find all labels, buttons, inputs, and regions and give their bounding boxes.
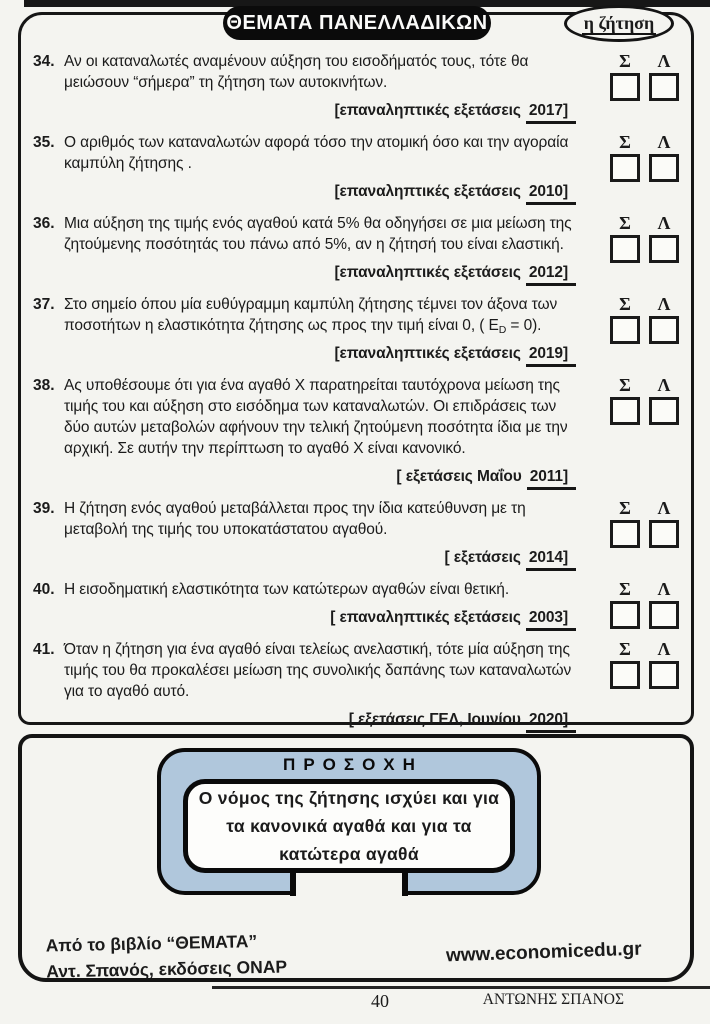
- question-text: Στο σημείο όπου μία ευθύγραμμη καμπύλη ζήτησης τέμνει τον άξονα των ποσοτήτων η ελαστικότητα ζήτησης ως προς την τιμή είναι 0, ( E: [64, 296, 558, 334]
- topic-badge-label: η ζήτηση: [583, 12, 655, 33]
- sigma-checkbox[interactable]: [610, 661, 640, 689]
- question-row: [33, 213, 681, 286]
- answer-false-column: [649, 498, 679, 548]
- answer-true-column: [610, 51, 640, 101]
- book-credit-line1: Από το βιβλίο “ΘΕΜΑΤΑ”: [45, 931, 258, 956]
- question-content: [33, 51, 579, 124]
- answer-group: [610, 639, 681, 733]
- book-credit: [45, 927, 287, 984]
- answer-group: [610, 375, 681, 490]
- lambda-label: Λ: [657, 375, 671, 395]
- answer-group: [610, 132, 681, 205]
- question-number: 37.: [33, 296, 55, 313]
- lambda-label: Λ: [657, 213, 671, 233]
- question-number: 35.: [33, 134, 55, 151]
- citation-year: 2019: [528, 345, 563, 362]
- question-number: 40.: [33, 581, 55, 598]
- citation-year-underlined: [526, 549, 576, 571]
- citation-year: 2017: [528, 102, 563, 119]
- lambda-checkbox[interactable]: [649, 397, 679, 425]
- answer-false-column: [649, 579, 679, 629]
- citation-bracket: ]: [562, 711, 568, 728]
- question-number: 38.: [33, 377, 55, 394]
- exam-citation: [64, 709, 576, 733]
- attention-box: [157, 748, 541, 895]
- question-text: Μια αύξηση της τιμής ενός αγαθού κατά 5% θα οδηγήσει σε μια μείωση της ζητούμενης ποσότητάς του πάνω από 5%, αν η ζήτησή του είναι ελαστική.: [64, 215, 572, 253]
- citation-year-underlined: [526, 609, 576, 631]
- lambda-label: Λ: [657, 51, 671, 71]
- exam-citation: [64, 100, 576, 124]
- lambda-label: Λ: [657, 579, 671, 599]
- question-text: Αν οι καταναλωτές αναμένουν αύξηση του εισοδήματός τους, τότε θα μειώσουν “σήμερα” τη ζήτηση των αυτοκινήτων.: [64, 53, 529, 91]
- citation-bracket: ]: [562, 345, 568, 362]
- question-body: [64, 51, 576, 124]
- answer-false-column: [649, 294, 679, 344]
- lambda-checkbox[interactable]: [649, 661, 679, 689]
- footer-panel: [18, 734, 694, 982]
- attention-text: Ο νόμος της ζήτησης ισχύει και για τα κανονικά αγαθά και για τα κατώτερα αγαθά: [198, 788, 500, 864]
- citation-year: 2014: [528, 549, 563, 566]
- citation-source: [ εξετάσεις ΓΕΛ, Ιουνίου: [348, 711, 521, 728]
- citation-bracket: ]: [562, 102, 568, 119]
- book-credit-line2: Αντ. Σπανός, εκδόσεις ΟΝΑΡ: [46, 956, 288, 982]
- question-content: [33, 213, 579, 286]
- answer-group: [610, 294, 681, 367]
- sigma-label: Σ: [619, 132, 631, 152]
- exam-citation: [64, 466, 576, 490]
- sigma-label: Σ: [619, 375, 631, 395]
- citation-year: 2003: [528, 609, 563, 626]
- question-list: [33, 51, 681, 741]
- attention-title: ΠΡΟΣΟΧΗ: [283, 755, 423, 774]
- question-content: [33, 639, 579, 733]
- citation-bracket: ]: [562, 609, 568, 626]
- answer-true-column: [610, 132, 640, 182]
- question-body: [64, 579, 576, 631]
- question-row: [33, 579, 681, 631]
- citation-bracket: ]: [562, 183, 568, 200]
- citation-year-underlined: [526, 102, 576, 124]
- section-title: ΘΕΜΑΤΑ ΠΑΝΕΛΛΑΔΙΚΩΝ: [226, 11, 488, 34]
- question-row: [33, 639, 681, 733]
- lambda-checkbox[interactable]: [649, 73, 679, 101]
- questions-panel: [18, 11, 694, 728]
- lambda-checkbox[interactable]: [649, 316, 679, 344]
- citation-source: [επαναληπτικές εξετάσεις: [334, 264, 521, 281]
- citation-source: [ εξετάσεις Μαΐου: [396, 468, 522, 485]
- answer-false-column: [649, 639, 679, 689]
- answer-true-column: [610, 579, 640, 629]
- question-body: [64, 498, 576, 571]
- answer-false-column: [649, 213, 679, 263]
- lambda-label: Λ: [657, 132, 671, 152]
- citation-year-underlined: [526, 345, 576, 367]
- author-divider-rule: [212, 986, 710, 989]
- citation-year: 2010: [528, 183, 563, 200]
- question-number: 36.: [33, 215, 55, 232]
- question-content: [33, 579, 579, 631]
- answer-true-column: [610, 213, 640, 263]
- answer-true-column: [610, 375, 640, 425]
- lambda-label: Λ: [657, 498, 671, 518]
- attention-inner-box: [183, 779, 515, 873]
- sigma-checkbox[interactable]: [610, 520, 640, 548]
- citation-year: 2012: [528, 264, 563, 281]
- sigma-checkbox[interactable]: [610, 154, 640, 182]
- answer-false-column: [649, 51, 679, 101]
- citation-bracket: ]: [562, 468, 568, 485]
- answer-false-column: [649, 132, 679, 182]
- answer-false-column: [649, 375, 679, 425]
- question-content: [33, 498, 579, 571]
- question-text-after: = 0).: [506, 317, 542, 334]
- author-name: ΑΝΤΩΝΗΣ ΣΠΑΝΟΣ: [482, 991, 624, 1008]
- question-text: Ο αριθμός των καταναλωτών αφορά τόσο την ατομική όσο και την αγοραία καμπύλη ζήτησης .: [64, 134, 569, 172]
- section-title-pill: [223, 6, 491, 40]
- sigma-label: Σ: [619, 498, 631, 518]
- question-row: [33, 375, 681, 490]
- sigma-label: Σ: [619, 579, 631, 599]
- question-content: [33, 294, 579, 367]
- topic-badge: [564, 5, 674, 42]
- sigma-checkbox[interactable]: [610, 235, 640, 263]
- citation-bracket: ]: [562, 549, 568, 566]
- sigma-checkbox[interactable]: [610, 316, 640, 344]
- question-text: Ας υποθέσουμε ότι για ένα αγαθό Χ παρατηρείται ταυτόχρονα μείωση της τιμής του και αύξηση στο εισόδημα των καταναλωτών. Οι επιδράσεις των δύο αυτών μεταβολών αφήνουν την τελική ζητούμενη ποσότητα ίδια με την αρχική. Σε αυτήν την περίπτωση το αγαθό Χ είναι κανονικό.: [64, 377, 568, 457]
- lambda-checkbox[interactable]: [649, 235, 679, 263]
- citation-source: [επαναληπτικές εξετάσεις: [334, 102, 521, 119]
- question-row: [33, 51, 681, 124]
- question-number: 39.: [33, 500, 55, 517]
- citation-source: [ εξετάσεις: [444, 549, 521, 566]
- citation-source: [ επαναληπτικές εξετάσεις: [330, 609, 521, 626]
- citation-year: 2020: [528, 711, 563, 728]
- citation-bracket: ]: [562, 264, 568, 281]
- question-body: [64, 639, 576, 733]
- lambda-checkbox[interactable]: [649, 601, 679, 629]
- question-body: [64, 213, 576, 286]
- exam-citation: [64, 343, 576, 367]
- answer-group: [610, 579, 681, 631]
- exam-citation: [64, 547, 576, 571]
- sigma-checkbox[interactable]: [610, 397, 640, 425]
- question-content: [33, 132, 579, 205]
- citation-year-underlined: [526, 711, 576, 733]
- question-text: Η ζήτηση ενός αγαθού μεταβάλλεται προς την ίδια κατεύθυνση με τη μεταβολή της τιμής του υποκατάστατου αγαθού.: [64, 500, 526, 538]
- lambda-label: Λ: [657, 639, 671, 659]
- sigma-checkbox[interactable]: [610, 73, 640, 101]
- answer-true-column: [610, 639, 640, 689]
- lambda-checkbox[interactable]: [649, 154, 679, 182]
- question-content: [33, 375, 579, 490]
- lambda-checkbox[interactable]: [649, 520, 679, 548]
- lambda-label: Λ: [657, 294, 671, 314]
- citation-year-underlined: [527, 468, 576, 490]
- question-row: [33, 294, 681, 367]
- question-body: [64, 132, 576, 205]
- exam-citation: [64, 181, 576, 205]
- citation-year: 2011: [529, 468, 563, 485]
- sigma-checkbox[interactable]: [610, 601, 640, 629]
- answer-true-column: [610, 294, 640, 344]
- citation-year-underlined: [526, 264, 576, 286]
- question-body: [64, 294, 576, 367]
- citation-source: [επαναληπτικές εξετάσεις: [334, 183, 521, 200]
- exam-citation: [64, 262, 576, 286]
- citation-year-underlined: [526, 183, 576, 205]
- question-subscript: D: [498, 324, 507, 336]
- question-number: 41.: [33, 641, 55, 658]
- question-text: Όταν η ζήτηση για ένα αγαθό είναι τελείως ανελαστική, τότε μία αύξηση της τιμής του θα προκαλέσει μείωση της συνολικής δαπάνης των καταναλωτών για το αγαθό αυτό.: [64, 641, 572, 700]
- answer-true-column: [610, 498, 640, 548]
- question-number: 34.: [33, 53, 55, 70]
- question-row: [33, 132, 681, 205]
- answer-group: [610, 498, 681, 571]
- website-text: www.economicedu.gr: [446, 938, 643, 967]
- exam-citation: [64, 607, 576, 631]
- sigma-label: Σ: [619, 213, 631, 233]
- question-body: [64, 375, 576, 490]
- page-number: 40: [371, 991, 389, 1011]
- sigma-label: Σ: [619, 294, 631, 314]
- citation-source: [επαναληπτικές εξετάσεις: [334, 345, 521, 362]
- sigma-label: Σ: [619, 51, 631, 71]
- question-row: [33, 498, 681, 571]
- sigma-label: Σ: [619, 639, 631, 659]
- answer-group: [610, 213, 681, 286]
- answer-group: [610, 51, 681, 124]
- question-text: Η εισοδηματική ελαστικότητα των κατώτερων αγαθών είναι θετική.: [64, 581, 510, 598]
